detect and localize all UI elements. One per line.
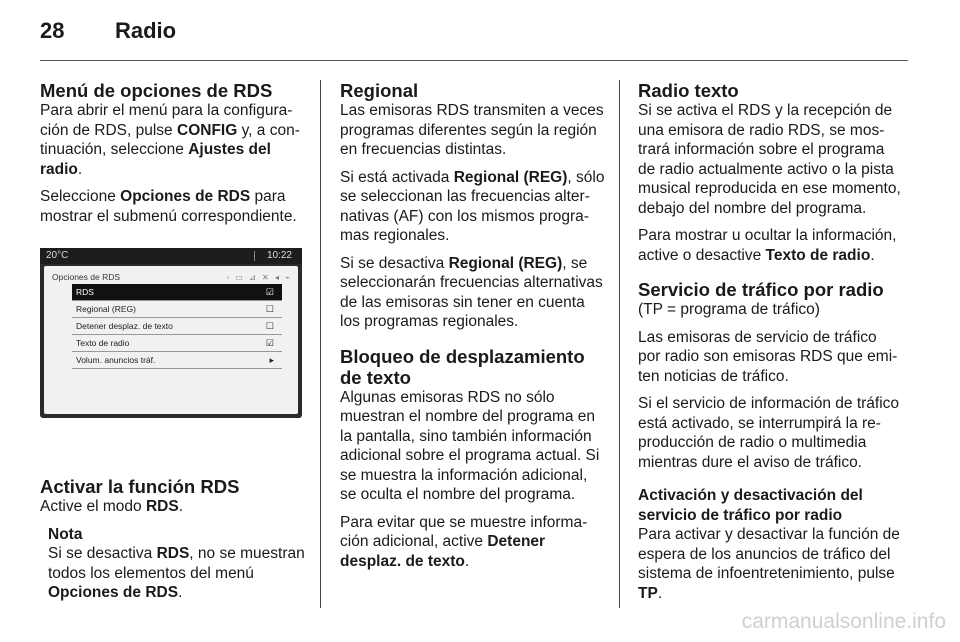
rds-options-panel (44, 266, 298, 414)
paragraph: Si el servicio de información de tráfico está activado, se interrumpirá la reproducción de radio o multimedia mientras dure el aviso de tráfico. (638, 395, 900, 471)
rds-options-menu (72, 284, 282, 381)
column-3 (638, 80, 903, 611)
paragraph: Para mostrar u ocultar la información, active o desactive Texto de radio. (638, 227, 897, 264)
heading-text-scroll-freeze: Bloqueo de desplazamiento de texto (340, 345, 585, 388)
infotainment-screen-figure (40, 248, 302, 418)
paragraph: Para activar y desactivar la función de espera de los anuncios de tráfico del sistema de infoentretenimiento, pulse TP. (638, 526, 900, 602)
paragraph: Active el modo RDS. (40, 498, 184, 515)
column-1 (40, 80, 305, 603)
paragraph: Si se activa el RDS y la recepción de una emisora de radio RDS, se mostrará información sobre el programa de radio actualmente activo o la pista musical reproducida en ese momento, debajo del nombre del programa. (638, 102, 901, 217)
paragraph: Las emisoras RDS transmiten a veces programas diferentes según la región en frecuencias distintas. (340, 102, 604, 158)
paragraph: Para evitar que se muestre información adicional, active Detener desplaz. de texto. (340, 513, 588, 570)
checkbox-empty-icon: ☐ (265, 304, 274, 314)
menu-item-rds[interactable]: RDS ☑ (72, 284, 282, 301)
heading-regional: Regional (340, 80, 419, 101)
menu-item-regional[interactable]: Regional (REG) ☐ (72, 301, 282, 318)
checkbox-empty-icon: ☐ (265, 321, 274, 331)
heading-radio-text: Radio texto (638, 80, 739, 101)
paragraph: Para abrir el menú para la configuración de RDS, pulse CONFIG y, a continuación, seleccione Ajustes del radio. (40, 102, 300, 178)
checkbox-checked-icon: ☑ (265, 338, 274, 348)
screen-title: Opciones de RDS (52, 272, 121, 282)
heading-activate-rds: Activar la función RDS (40, 476, 240, 497)
menu-spacer (72, 369, 282, 381)
screen-status-bar (40, 248, 302, 264)
page-number: 28 (40, 18, 65, 43)
note-label: Nota (48, 525, 83, 543)
paragraph: Algunas emisoras RDS no sólo muestran el nombre del programa en la pantalla, sino también información adicional sobre el programa actual. Si se muestra la información adicional, se oculta el nombre del programa. (340, 388, 600, 503)
paragraph: Las emisoras de servicio de tráfico por radio son emisoras RDS que emiten noticias de tráfico. (638, 328, 898, 385)
paragraph: Si se desactiva Regional (REG), se seleccionarán frecuencias alternativas de las emisoras sin tener en cuenta los programas regionales. (340, 254, 603, 330)
menu-item-ta-volume[interactable]: Volum. anuncios tráf. ▸ (72, 352, 282, 369)
temperature-readout: 20°C (46, 250, 69, 261)
heading-traffic-toggle: Activación y desactivación del servicio de tráfico por radio (638, 487, 863, 524)
header-rule (40, 60, 908, 61)
paragraph: Seleccione Opciones de RDS para mostrar el submenú correspondiente. (40, 188, 297, 225)
paragraph: (TP = programa de tráfico) (638, 301, 820, 318)
column-divider (619, 80, 620, 608)
menu-item-radio-text[interactable]: Texto de radio ☑ (72, 335, 282, 352)
checkbox-checked-icon: ☑ (265, 287, 274, 297)
menu-item-text-scroll-freeze[interactable]: Detener desplaz. de texto ☐ (72, 318, 282, 335)
paragraph: Si está activada Regional (REG), sólo se seleccionan las frecuencias alternativas (AF) con los mismos programas regionales. (340, 168, 605, 244)
watermark: carmanualsonline.info (741, 610, 946, 633)
note-text: Si se desactiva RDS, no se muestran todos los elementos del menú Opciones de RDS. (48, 545, 305, 601)
heading-rds-menu: Menú de opciones de RDS (40, 80, 273, 101)
chevron-right-icon: ▸ (269, 355, 274, 365)
chapter-title: Radio (115, 18, 177, 43)
column-2 (340, 80, 605, 579)
status-icons: ◦ ▭ ⊿ ✕ ◂ ⌁ (226, 273, 292, 282)
note-box (48, 525, 305, 603)
clock-readout: 10:22 (266, 250, 292, 261)
heading-traffic-service: Servicio de tráfico por radio (638, 279, 884, 300)
page-header (40, 18, 176, 44)
column-divider (320, 80, 321, 608)
